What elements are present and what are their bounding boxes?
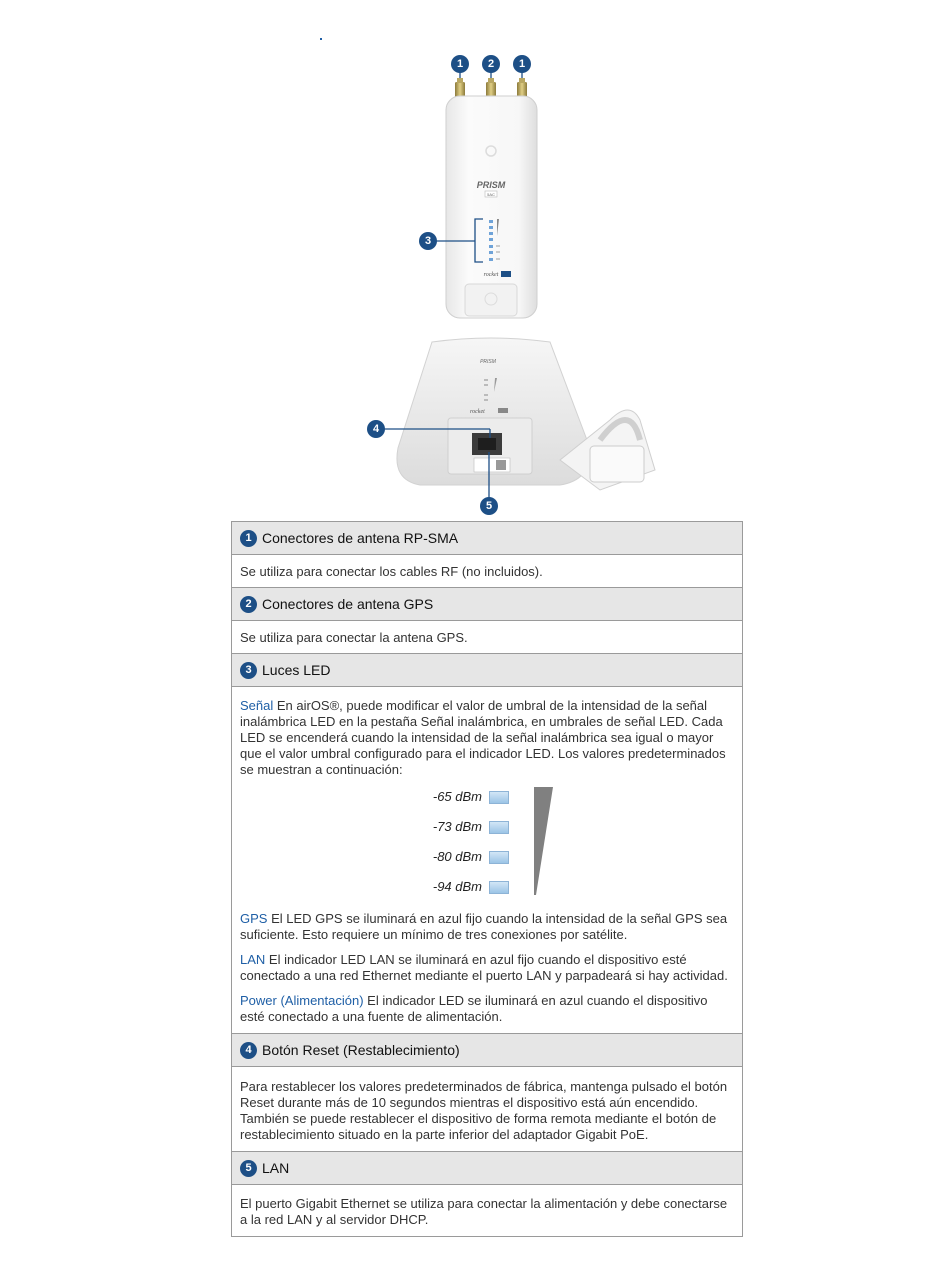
section-title: LAN <box>262 1160 290 1176</box>
section-body-leds <box>232 687 742 1034</box>
callout-3: 3 <box>419 232 437 250</box>
callout-4: 4 <box>367 420 385 438</box>
callout-1-right: 1 <box>513 55 531 73</box>
section-title: Luces LED <box>262 662 331 678</box>
callout-1-left: 1 <box>451 55 469 73</box>
section-header-leds <box>232 654 742 687</box>
led-indicator-icon <box>489 821 509 834</box>
number-badge: 3 <box>240 662 257 679</box>
svg-text:PRISM: PRISM <box>480 359 496 365</box>
number-badge: 5 <box>240 1160 257 1177</box>
signal-strength-wedge-icon <box>534 787 554 897</box>
led-indicator-icon <box>489 791 509 804</box>
signal-level-row <box>430 789 509 805</box>
section-header-reset <box>232 1034 742 1067</box>
number-badge: 1 <box>240 530 257 547</box>
gps-label: GPS <box>240 911 268 926</box>
signal-level-row <box>430 849 509 865</box>
lan-paragraph <box>240 952 734 984</box>
signal-level-label: -73 dBm <box>432 819 482 834</box>
gps-paragraph <box>240 911 734 943</box>
section-title: Conectores de antena GPS <box>262 596 434 612</box>
section-header-gps <box>232 588 742 621</box>
section-body-rp-sma <box>232 555 742 588</box>
signal-label: Señal <box>240 698 274 713</box>
device-illustration <box>0 0 950 520</box>
lan-label: LAN <box>240 952 266 967</box>
signal-text: En airOS®, puede modificar el valor de umbral de la intensidad de la señal inalámbrica LED en la pestaña Señal inalámbrica, en umbrales de señal LED. Cada LED se encenderá cuando la intensidad de la señal inalámbrica sea igual o mayor que el valor umbral configurado para el indicador LED. Los valores predeterminados se muestran a continuación: <box>240 698 726 777</box>
led-indicator-icon <box>489 881 509 894</box>
device-model-label: 5AC <box>487 192 495 197</box>
number-badge: 2 <box>240 596 257 613</box>
signal-level-row <box>430 879 509 895</box>
signal-level-label: -65 dBm <box>432 789 482 804</box>
signal-levels-figure <box>240 787 734 903</box>
signal-paragraph <box>240 698 734 778</box>
section-body-reset <box>232 1067 742 1152</box>
section-body-gps <box>232 621 742 654</box>
signal-level-label: -94 dBm <box>432 879 482 894</box>
section-header-rp-sma <box>232 522 742 555</box>
section-text: Se utiliza para conectar los cables RF (no incluidos). <box>240 564 543 579</box>
rocket-label: rocket <box>483 272 499 278</box>
section-title: Botón Reset (Restablecimiento) <box>262 1042 460 1058</box>
svg-text:rocket: rocket <box>470 409 485 415</box>
section-body-lan <box>232 1185 742 1236</box>
led-indicator-icon <box>489 851 509 864</box>
number-badge: 4 <box>240 1042 257 1059</box>
section-text: Se utiliza para conectar la antena GPS. <box>240 630 468 645</box>
gps-text: El LED GPS se iluminará en azul fijo cuando la intensidad de la señal GPS sea suficiente. Esto requiere un mínimo de tres conexiones por satélite. <box>240 911 728 942</box>
lan-text: El indicador LED LAN se iluminará en azul fijo cuando el dispositivo esté conectado a una red Ethernet mediante el puerto LAN y parpadeará si hay actividad. <box>240 952 728 983</box>
feature-table <box>231 521 743 1237</box>
signal-level-row <box>430 819 509 835</box>
device-drawing <box>0 0 950 520</box>
callout-5: 5 <box>480 497 498 515</box>
callout-2: 2 <box>482 55 500 73</box>
section-header-lan <box>232 1152 742 1185</box>
power-paragraph <box>240 993 734 1025</box>
section-title: Conectores de antena RP-SMA <box>262 530 459 546</box>
section-text: El puerto Gigabit Ethernet se utiliza para conectar la alimentación y debe conectarse a la red LAN y al servidor DHCP. <box>240 1196 728 1227</box>
power-text: El indicador LED se iluminará en azul cuando el dispositivo esté conectado a una fuente de alimentación. <box>240 993 708 1024</box>
device-brand-label: PRISM <box>476 180 506 190</box>
section-text: Para restablecer los valores predeterminados de fábrica, mantenga pulsado el botón Reset durante más de 10 segundos mientras el dispositivo está aún encendido. También se puede restablecer el dispositivo de forma remota mediante el botón de restablecimiento situado en la parte inferior del adaptador Gigabit PoE. <box>240 1079 728 1142</box>
power-label: Power (Alimentación) <box>240 993 364 1008</box>
signal-level-label: -80 dBm <box>432 849 482 864</box>
